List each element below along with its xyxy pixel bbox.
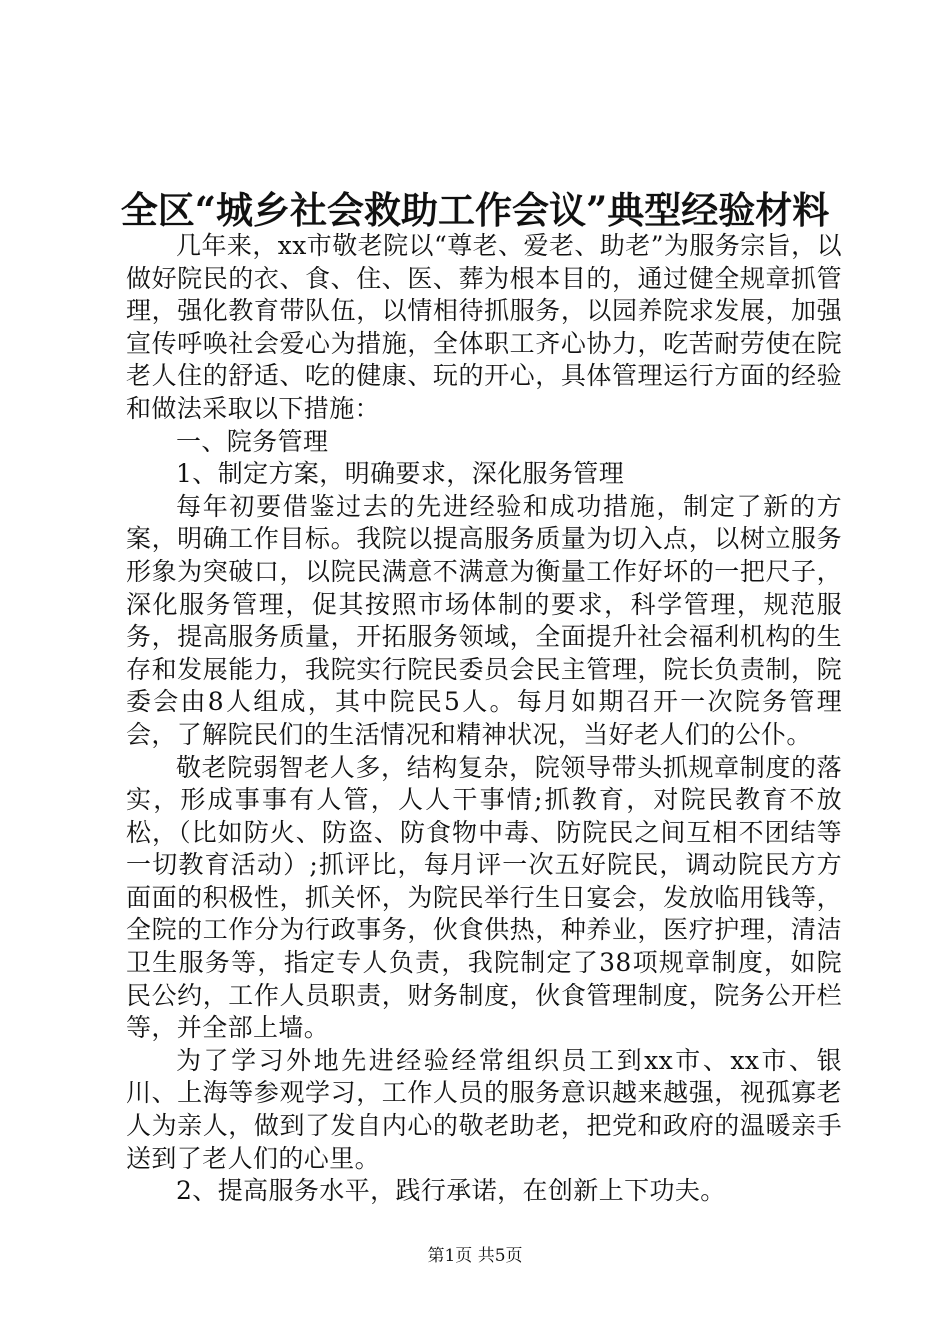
paragraph-intro: 几年来，xx市敬老院以“尊老、爱老、助老”为服务宗旨，以做好院民的衣、食、住、医、葬为根本目的，通过健全规章抓管理，强化教育带队伍，以情相待抓服务，以园养院求发展，加强宣传呼唤社会爱心为措施，全体职工齐心协力，吃苦耐劳使在院老人住的舒适、吃的健康、玩的开心，具体管理运行方面的经验和做法采取以下措施：	[126, 231, 842, 423]
subsection-heading-2: 2、提高服务水平，践行承诺，在创新上下功夫。	[176, 1176, 726, 1206]
document-title: 全区“城乡社会救助工作会议”典型经验材料	[120, 188, 830, 232]
document-body	[126, 230, 842, 1208]
page-footer: 第1页 共5页	[427, 1246, 523, 1266]
paragraph-rules: 敬老院弱智老人多，结构复杂，院领导带头抓规章制度的落实，形成事事有人管，人人干事情;抓教育，对院民教育不放松，（比如防火、防盗、防食物中毒、防院民之间互相不团结等一切教育活动）;抓评比，每月评一次五好院民，调动院民方方面面的积极性，抓关怀，为院民举行生日宴会，发放临用钱等，全院的工作分为行政事务，伙食供热，种养业，医疗护理，清洁卫生服务等，指定专人负责，我院制定了38项规章制度，如院民公约，工作人员职责，财务制度，伙食管理制度，院务公开栏等，并全部上墙。	[126, 752, 842, 1043]
paragraph-study: 为了学习外地先进经验经常组织员工到xx市、xx市、银川、上海等参观学习，工作人员的服务意识越来越强，视孤寡老人为亲人，做到了发自内心的敬老助老，把党和政府的温暖亲手送到了老人们的心里。	[126, 1045, 842, 1173]
paragraph-plan: 每年初要借鉴过去的先进经验和成功措施，制定了新的方案，明确工作目标。我院以提高服务质量为切入点，以树立服务形象为突破口，以院民满意不满意为衡量工作好坏的一把尺子，深化服务管理，促其按照市场体制的要求，科学管理，规范服务，提高服务质量，开拓服务领域，全面提升社会福利机构的生存和发展能力，我院实行院民委员会民主管理，院长负责制，院委会由8人组成，其中院民5人。每月如期召开一次院务管理会，了解院民们的生活情况和精神状况，当好老人们的公仆。	[126, 491, 842, 749]
subsection-heading: 1、制定方案，明确要求，深化服务管理	[176, 459, 625, 489]
section-heading: 一、院务管理	[176, 426, 329, 456]
